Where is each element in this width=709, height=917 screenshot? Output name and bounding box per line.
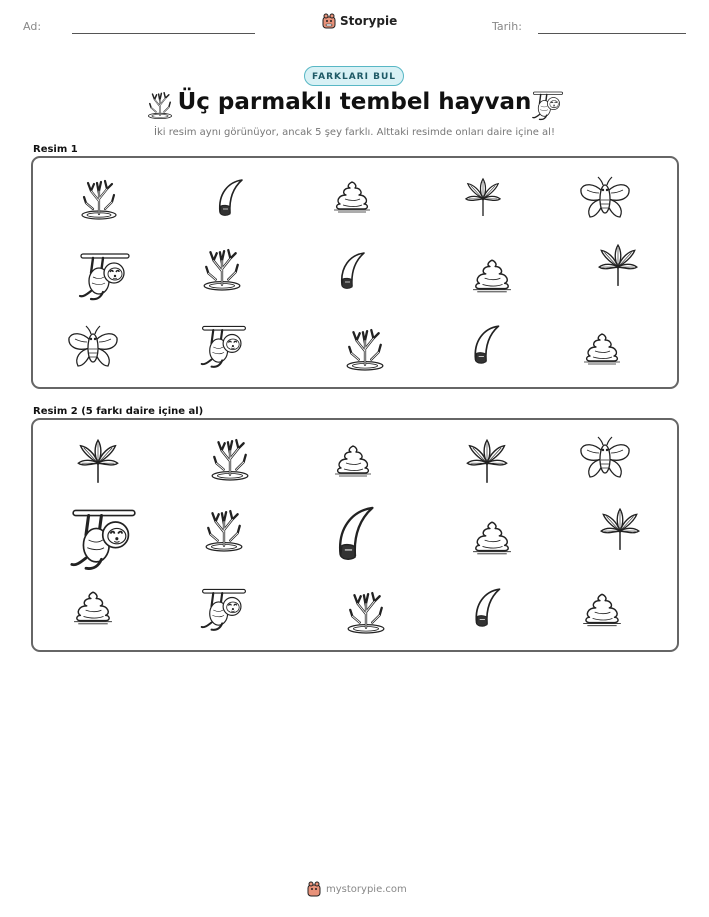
brand-logo [322, 13, 397, 29]
leaf-icon[interactable] [597, 506, 643, 552]
footer-url: mystorypie.com [326, 883, 407, 895]
coral-icon[interactable] [345, 588, 387, 636]
instructions: İki resim aynı görünüyor, ancak 5 şey farklı. Alttaki resimde onları daire içine al! [154, 127, 555, 138]
sloth-icon[interactable] [68, 502, 140, 578]
sloth-icon [531, 87, 565, 125]
poop-icon[interactable] [467, 256, 517, 296]
date-label: Tarih: [492, 20, 522, 33]
claw-icon[interactable] [466, 585, 508, 631]
moth-icon[interactable] [66, 321, 120, 371]
storypie-mascot-icon [322, 13, 336, 29]
leaf-icon[interactable] [595, 242, 641, 288]
picture-2-label: Resim 2 (5 farkı daire içine al) [33, 406, 204, 417]
coral-icon[interactable] [203, 506, 245, 554]
claw-icon[interactable] [465, 322, 507, 368]
coral-icon[interactable] [344, 325, 386, 373]
poop-icon[interactable] [579, 330, 625, 368]
picture-1-panel [31, 156, 679, 389]
storypie-mascot-icon [307, 881, 321, 897]
coral-icon[interactable] [209, 435, 251, 483]
coral-icon[interactable] [201, 245, 243, 293]
picture-1-label: Resim 1 [33, 144, 78, 155]
poop-icon[interactable] [330, 178, 374, 216]
footer [307, 881, 407, 897]
sloth-icon[interactable] [199, 585, 249, 635]
page-title: Üç parmaklı tembel hayvan [177, 89, 532, 115]
moth-icon[interactable] [578, 173, 632, 221]
claw-icon[interactable] [332, 248, 372, 294]
moth-icon[interactable] [578, 433, 632, 481]
brand-name: Storypie [340, 14, 398, 28]
picture-2-panel [31, 418, 679, 652]
poop-icon[interactable] [68, 588, 118, 628]
poop-icon[interactable] [579, 590, 625, 630]
sloth-icon[interactable] [199, 322, 249, 372]
leaf-icon[interactable] [75, 437, 121, 485]
sloth-icon[interactable] [77, 251, 133, 303]
coral-icon[interactable] [79, 176, 119, 222]
leaf-icon[interactable] [465, 437, 509, 485]
poop-icon[interactable] [467, 518, 517, 558]
name-label: Ad: [23, 20, 42, 33]
name-line[interactable] [72, 33, 255, 34]
leaf-icon[interactable] [464, 175, 502, 219]
claw-icon[interactable] [210, 176, 250, 220]
claw-icon[interactable] [326, 502, 384, 566]
poop-icon[interactable] [330, 442, 376, 480]
worksheet-type-badge: FARKLARI BUL [304, 66, 404, 86]
date-line[interactable] [538, 33, 686, 34]
